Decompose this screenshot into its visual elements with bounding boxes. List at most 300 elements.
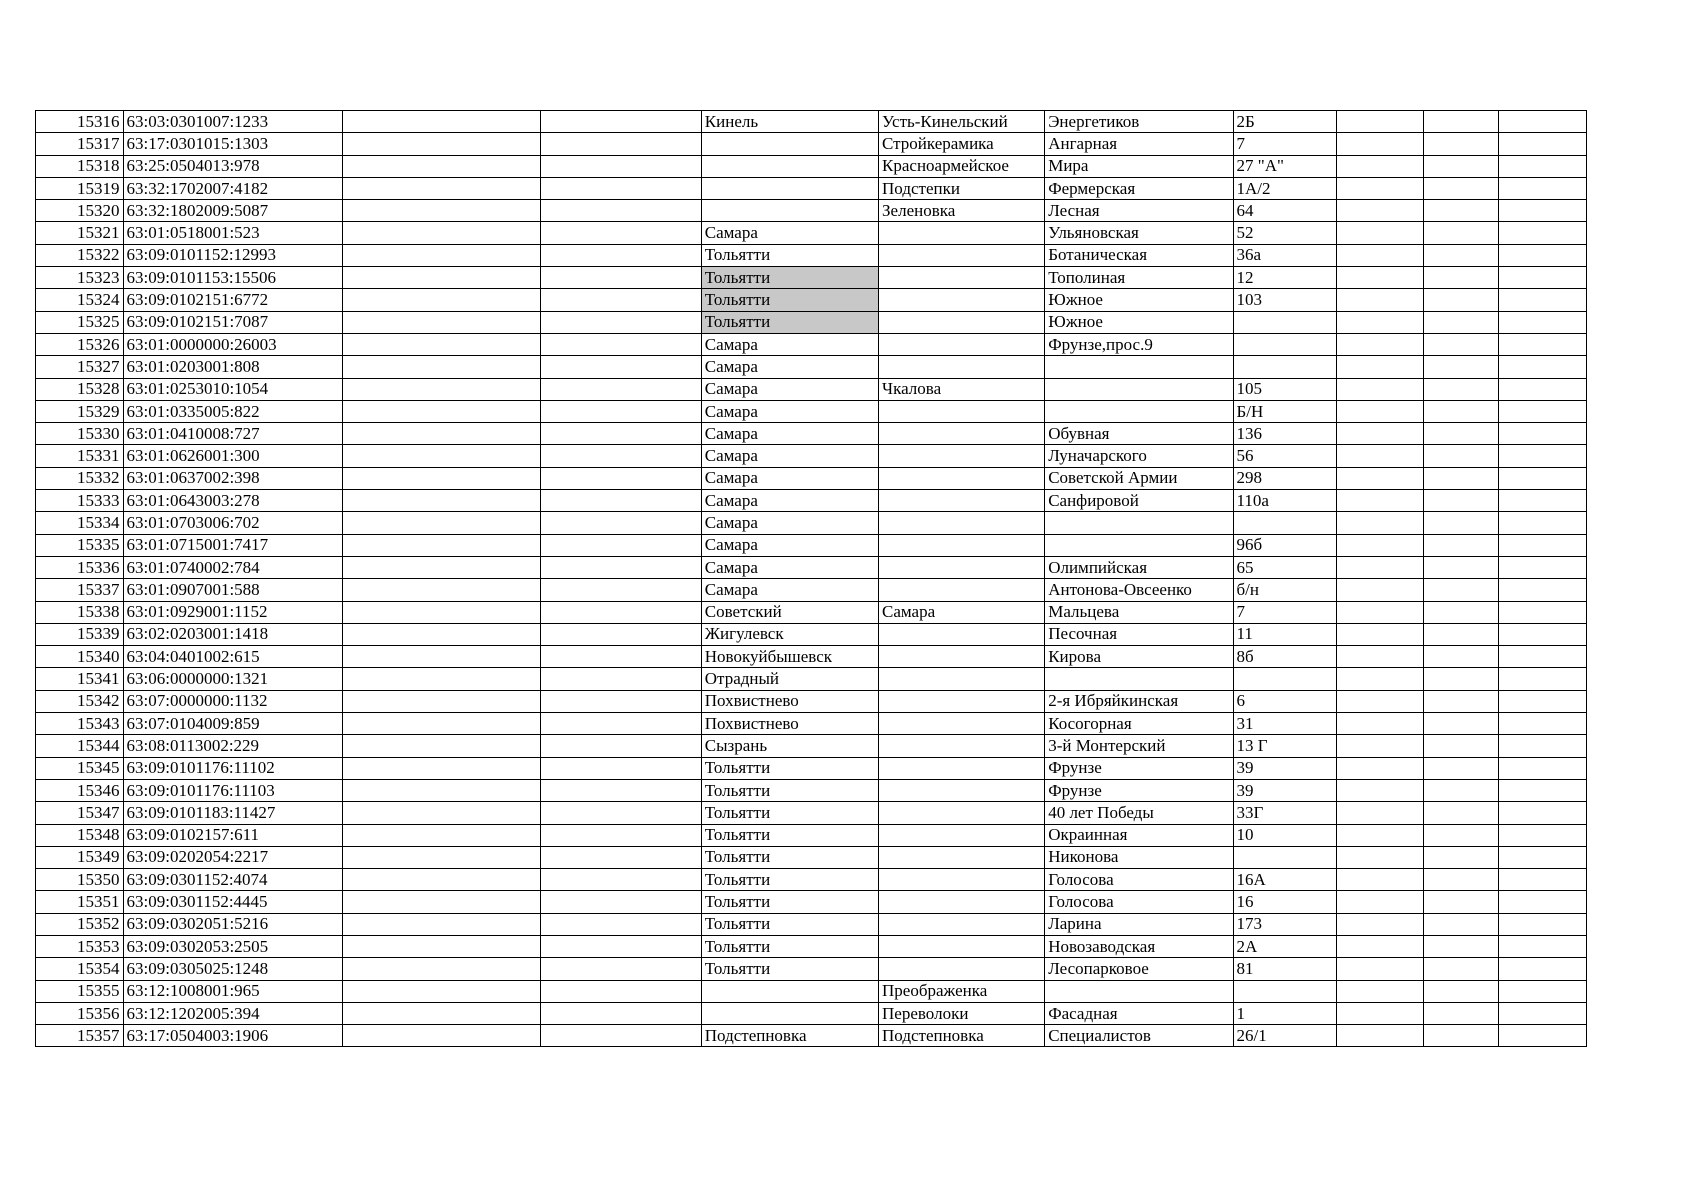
cell-city [701, 155, 878, 177]
cell-city: Самара [701, 333, 878, 355]
cell-row-number: 15351 [36, 891, 124, 913]
cell-col-11 [1499, 869, 1587, 891]
cell-col-3 [342, 1025, 540, 1047]
cell-col-11 [1499, 958, 1587, 980]
cell-settlement [879, 869, 1045, 891]
cell-cadastral-number: 63:04:0401002:615 [123, 646, 342, 668]
cell-city: Кинель [701, 111, 878, 133]
cell-street: 40 лет Победы [1045, 802, 1233, 824]
cell-col-4 [541, 177, 702, 199]
cell-row-number: 15345 [36, 757, 124, 779]
cell-col-11 [1499, 779, 1587, 801]
cell-col-9 [1336, 623, 1424, 645]
cell-row-number: 15323 [36, 267, 124, 289]
cell-city: Советский [701, 601, 878, 623]
cell-house: 26/1 [1233, 1025, 1336, 1047]
cell-city: Сызрань [701, 735, 878, 757]
cell-col-9 [1336, 333, 1424, 355]
cell-cadastral-number: 63:09:0102151:7087 [123, 311, 342, 333]
cell-row-number: 15331 [36, 445, 124, 467]
cell-col-4 [541, 356, 702, 378]
cell-street: Луначарского [1045, 445, 1233, 467]
cell-city: Тольятти [701, 869, 878, 891]
table-row [36, 757, 1587, 779]
cell-col-3 [342, 802, 540, 824]
cell-house: Б/Н [1233, 400, 1336, 422]
cell-col-4 [541, 646, 702, 668]
cell-house: 10 [1233, 824, 1336, 846]
cell-col-10 [1424, 690, 1499, 712]
cell-col-10 [1424, 445, 1499, 467]
table-row [36, 869, 1587, 891]
cell-col-3 [342, 646, 540, 668]
cell-col-9 [1336, 646, 1424, 668]
cell-city: Тольятти [701, 311, 878, 333]
cell-col-9 [1336, 534, 1424, 556]
cell-row-number: 15357 [36, 1025, 124, 1047]
cell-cadastral-number: 63:01:0703006:702 [123, 512, 342, 534]
cell-col-11 [1499, 802, 1587, 824]
cell-col-11 [1499, 623, 1587, 645]
cell-settlement: Преображенка [879, 980, 1045, 1002]
cell-settlement [879, 222, 1045, 244]
cell-col-9 [1336, 601, 1424, 623]
cell-house: 103 [1233, 289, 1336, 311]
cell-cadastral-number: 63:09:0301152:4074 [123, 869, 342, 891]
cell-settlement [879, 579, 1045, 601]
cell-col-3 [342, 623, 540, 645]
cell-col-10 [1424, 534, 1499, 556]
table-row [36, 579, 1587, 601]
cell-col-4 [541, 512, 702, 534]
cell-col-9 [1336, 155, 1424, 177]
cell-col-10 [1424, 244, 1499, 266]
cell-col-10 [1424, 869, 1499, 891]
cell-col-11 [1499, 534, 1587, 556]
cell-street: Специалистов [1045, 1025, 1233, 1047]
cell-col-9 [1336, 802, 1424, 824]
cell-col-3 [342, 980, 540, 1002]
cell-row-number: 15339 [36, 623, 124, 645]
cell-house: 13 Г [1233, 735, 1336, 757]
cell-col-11 [1499, 155, 1587, 177]
cell-col-9 [1336, 891, 1424, 913]
cell-col-4 [541, 111, 702, 133]
cell-settlement [879, 333, 1045, 355]
cell-row-number: 15350 [36, 869, 124, 891]
table-row [36, 958, 1587, 980]
cell-settlement: Красноармейское [879, 155, 1045, 177]
cell-col-10 [1424, 222, 1499, 244]
cell-col-10 [1424, 556, 1499, 578]
table-row [36, 333, 1587, 355]
cell-cadastral-number: 63:17:0504003:1906 [123, 1025, 342, 1047]
cell-row-number: 15317 [36, 133, 124, 155]
cell-col-11 [1499, 400, 1587, 422]
cell-col-10 [1424, 779, 1499, 801]
cell-house [1233, 356, 1336, 378]
cell-col-3 [342, 356, 540, 378]
cell-cadastral-number: 63:09:0101183:11427 [123, 802, 342, 824]
cell-col-10 [1424, 846, 1499, 868]
cell-col-9 [1336, 935, 1424, 957]
cell-city [701, 133, 878, 155]
cell-street: 2-я Ибряйкинская [1045, 690, 1233, 712]
cell-col-3 [342, 668, 540, 690]
cell-street [1045, 400, 1233, 422]
cell-col-11 [1499, 289, 1587, 311]
cell-house: 6 [1233, 690, 1336, 712]
cell-col-11 [1499, 980, 1587, 1002]
cell-settlement [879, 757, 1045, 779]
cell-col-11 [1499, 690, 1587, 712]
table-row [36, 913, 1587, 935]
cell-settlement [879, 467, 1045, 489]
cell-col-3 [342, 891, 540, 913]
cell-col-9 [1336, 713, 1424, 735]
cell-street: Окраинная [1045, 824, 1233, 846]
cell-col-3 [342, 935, 540, 957]
cell-settlement: Переволоки [879, 1002, 1045, 1024]
cell-row-number: 15321 [36, 222, 124, 244]
cell-col-3 [342, 155, 540, 177]
cell-cadastral-number: 63:01:0740002:784 [123, 556, 342, 578]
table-row [36, 735, 1587, 757]
cell-row-number: 15336 [36, 556, 124, 578]
table-row [36, 802, 1587, 824]
table-row [36, 779, 1587, 801]
cell-cadastral-number: 63:09:0305025:1248 [123, 958, 342, 980]
cell-col-11 [1499, 846, 1587, 868]
cell-street: Советской Армии [1045, 467, 1233, 489]
cell-col-4 [541, 735, 702, 757]
cell-col-4 [541, 668, 702, 690]
cell-cadastral-number: 63:08:0113002:229 [123, 735, 342, 757]
cell-col-9 [1336, 177, 1424, 199]
cell-col-11 [1499, 311, 1587, 333]
cell-col-4 [541, 779, 702, 801]
cell-col-9 [1336, 423, 1424, 445]
cell-col-9 [1336, 579, 1424, 601]
cell-col-10 [1424, 668, 1499, 690]
cell-settlement [879, 311, 1045, 333]
cell-col-9 [1336, 846, 1424, 868]
cell-col-10 [1424, 378, 1499, 400]
cell-col-10 [1424, 757, 1499, 779]
cell-col-9 [1336, 958, 1424, 980]
cell-settlement [879, 445, 1045, 467]
cell-col-11 [1499, 200, 1587, 222]
cell-cadastral-number: 63:01:0929001:1152 [123, 601, 342, 623]
cell-row-number: 15319 [36, 177, 124, 199]
cell-house: 39 [1233, 757, 1336, 779]
cell-col-11 [1499, 646, 1587, 668]
cell-col-10 [1424, 980, 1499, 1002]
cell-col-10 [1424, 891, 1499, 913]
cell-col-11 [1499, 467, 1587, 489]
table-row [36, 133, 1587, 155]
cell-settlement: Усть-Кинельский [879, 111, 1045, 133]
cell-col-3 [342, 757, 540, 779]
cell-col-10 [1424, 623, 1499, 645]
cell-col-10 [1424, 490, 1499, 512]
cell-col-10 [1424, 913, 1499, 935]
cell-street: Фрунзе,прос.9 [1045, 333, 1233, 355]
cell-col-9 [1336, 690, 1424, 712]
cell-city: Тольятти [701, 824, 878, 846]
table-row [36, 111, 1587, 133]
cell-col-4 [541, 133, 702, 155]
cell-street: Лесная [1045, 200, 1233, 222]
cell-col-11 [1499, 824, 1587, 846]
cell-row-number: 15332 [36, 467, 124, 489]
cell-col-11 [1499, 1025, 1587, 1047]
cell-col-3 [342, 111, 540, 133]
cell-col-10 [1424, 267, 1499, 289]
cell-settlement [879, 935, 1045, 957]
cell-city: Самара [701, 467, 878, 489]
cell-col-3 [342, 133, 540, 155]
cell-house: 64 [1233, 200, 1336, 222]
cell-col-3 [342, 200, 540, 222]
cell-col-9 [1336, 400, 1424, 422]
cell-col-10 [1424, 935, 1499, 957]
cell-col-10 [1424, 1025, 1499, 1047]
cell-cadastral-number: 63:01:0637002:398 [123, 467, 342, 489]
cell-col-3 [342, 1002, 540, 1024]
cell-col-4 [541, 1002, 702, 1024]
table-row [36, 534, 1587, 556]
cell-col-9 [1336, 378, 1424, 400]
cell-settlement [879, 735, 1045, 757]
cell-cadastral-number: 63:01:0626001:300 [123, 445, 342, 467]
cell-row-number: 15316 [36, 111, 124, 133]
cell-col-9 [1336, 289, 1424, 311]
cell-street: Ангарная [1045, 133, 1233, 155]
table-row [36, 690, 1587, 712]
cell-street: Ларина [1045, 913, 1233, 935]
cell-settlement: Стройкерамика [879, 133, 1045, 155]
cell-row-number: 15353 [36, 935, 124, 957]
cell-col-11 [1499, 356, 1587, 378]
cell-col-10 [1424, 601, 1499, 623]
cell-street: Южное [1045, 311, 1233, 333]
cell-col-10 [1424, 111, 1499, 133]
cell-settlement: Самара [879, 601, 1045, 623]
cell-street: Фрунзе [1045, 757, 1233, 779]
cell-col-3 [342, 690, 540, 712]
cell-house [1233, 512, 1336, 534]
cell-col-9 [1336, 869, 1424, 891]
cell-col-3 [342, 267, 540, 289]
cell-col-9 [1336, 267, 1424, 289]
cell-col-3 [342, 913, 540, 935]
cell-col-4 [541, 556, 702, 578]
cell-street: Мира [1045, 155, 1233, 177]
cell-row-number: 15335 [36, 534, 124, 556]
cell-city: Отрадный [701, 668, 878, 690]
cell-cadastral-number: 63:25:0504013:978 [123, 155, 342, 177]
cell-street: Антонова-Овсеенко [1045, 579, 1233, 601]
cell-house: 1 [1233, 1002, 1336, 1024]
cell-street: Олимпийская [1045, 556, 1233, 578]
cell-col-4 [541, 913, 702, 935]
cell-col-11 [1499, 133, 1587, 155]
table-row [36, 980, 1587, 1002]
cell-city [701, 177, 878, 199]
cell-col-3 [342, 289, 540, 311]
cell-col-3 [342, 490, 540, 512]
cell-col-9 [1336, 200, 1424, 222]
cell-col-9 [1336, 735, 1424, 757]
cell-col-4 [541, 222, 702, 244]
cell-city: Тольятти [701, 267, 878, 289]
cell-settlement [879, 668, 1045, 690]
cell-col-11 [1499, 244, 1587, 266]
table-row [36, 623, 1587, 645]
cell-settlement [879, 713, 1045, 735]
cell-settlement [879, 958, 1045, 980]
cell-street: Голосова [1045, 891, 1233, 913]
cell-settlement: Подстепки [879, 177, 1045, 199]
cell-street: Мальцева [1045, 601, 1233, 623]
cell-settlement [879, 779, 1045, 801]
cell-cadastral-number: 63:01:0518001:523 [123, 222, 342, 244]
cell-city: Самара [701, 356, 878, 378]
cell-col-10 [1424, 512, 1499, 534]
cell-city: Похвистнево [701, 713, 878, 735]
cell-row-number: 15326 [36, 333, 124, 355]
cell-col-4 [541, 311, 702, 333]
cell-cadastral-number: 63:01:0907001:588 [123, 579, 342, 601]
table-row [36, 378, 1587, 400]
cell-settlement [879, 846, 1045, 868]
cell-street: Песочная [1045, 623, 1233, 645]
table-row [36, 668, 1587, 690]
cell-cadastral-number: 63:09:0302051:5216 [123, 913, 342, 935]
table-row [36, 289, 1587, 311]
cell-row-number: 15338 [36, 601, 124, 623]
cell-col-3 [342, 311, 540, 333]
cell-row-number: 15356 [36, 1002, 124, 1024]
cell-col-11 [1499, 423, 1587, 445]
cell-col-10 [1424, 713, 1499, 735]
cell-house: 65 [1233, 556, 1336, 578]
cell-house: 136 [1233, 423, 1336, 445]
cell-house: 298 [1233, 467, 1336, 489]
cell-col-4 [541, 1025, 702, 1047]
table-row [36, 891, 1587, 913]
cell-settlement [879, 244, 1045, 266]
cell-row-number: 15324 [36, 289, 124, 311]
table-row [36, 155, 1587, 177]
cell-cadastral-number: 63:01:0203001:808 [123, 356, 342, 378]
cell-col-4 [541, 623, 702, 645]
cell-house: 2Б [1233, 111, 1336, 133]
cell-cadastral-number: 63:12:1008001:965 [123, 980, 342, 1002]
cell-settlement [879, 267, 1045, 289]
cell-col-10 [1424, 356, 1499, 378]
cell-col-9 [1336, 111, 1424, 133]
cell-col-9 [1336, 1002, 1424, 1024]
cell-col-3 [342, 869, 540, 891]
cell-col-11 [1499, 735, 1587, 757]
cell-house: 2А [1233, 935, 1336, 957]
cell-settlement [879, 400, 1045, 422]
data-table [35, 110, 1587, 1047]
cell-col-4 [541, 423, 702, 445]
table-row [36, 356, 1587, 378]
cell-col-10 [1424, 735, 1499, 757]
cell-house: 33Г [1233, 802, 1336, 824]
cell-city: Самара [701, 400, 878, 422]
cell-col-4 [541, 980, 702, 1002]
cell-row-number: 15342 [36, 690, 124, 712]
cell-col-9 [1336, 467, 1424, 489]
cell-settlement [879, 534, 1045, 556]
table-row [36, 445, 1587, 467]
cell-house: 7 [1233, 601, 1336, 623]
cell-settlement: Чкалова [879, 378, 1045, 400]
cell-street [1045, 534, 1233, 556]
cell-settlement [879, 824, 1045, 846]
cell-row-number: 15329 [36, 400, 124, 422]
table-row [36, 467, 1587, 489]
cell-col-3 [342, 467, 540, 489]
cell-col-3 [342, 333, 540, 355]
cell-row-number: 15333 [36, 490, 124, 512]
cell-col-11 [1499, 177, 1587, 199]
cell-street: Обувная [1045, 423, 1233, 445]
cell-col-3 [342, 779, 540, 801]
cell-cadastral-number: 63:09:0102157:611 [123, 824, 342, 846]
cell-street: 3-й Монтерский [1045, 735, 1233, 757]
cell-col-9 [1336, 779, 1424, 801]
cell-col-10 [1424, 423, 1499, 445]
cell-street: Энергетиков [1045, 111, 1233, 133]
cell-col-3 [342, 177, 540, 199]
table-row [36, 177, 1587, 199]
cell-city: Самара [701, 445, 878, 467]
cell-cadastral-number: 63:01:0000000:26003 [123, 333, 342, 355]
cell-col-11 [1499, 222, 1587, 244]
cell-row-number: 15325 [36, 311, 124, 333]
cell-col-4 [541, 267, 702, 289]
cell-col-9 [1336, 133, 1424, 155]
cell-col-11 [1499, 757, 1587, 779]
cell-cadastral-number: 63:09:0301152:4445 [123, 891, 342, 913]
cell-house: 39 [1233, 779, 1336, 801]
cell-col-10 [1424, 802, 1499, 824]
table-row [36, 423, 1587, 445]
cell-col-3 [342, 579, 540, 601]
cell-city: Самара [701, 534, 878, 556]
cell-col-9 [1336, 824, 1424, 846]
cell-row-number: 15352 [36, 913, 124, 935]
cell-city: Подстепновка [701, 1025, 878, 1047]
cell-col-4 [541, 467, 702, 489]
cell-col-4 [541, 244, 702, 266]
cell-settlement [879, 423, 1045, 445]
cell-house: 31 [1233, 713, 1336, 735]
cell-row-number: 15355 [36, 980, 124, 1002]
cell-col-10 [1424, 333, 1499, 355]
cell-street [1045, 512, 1233, 534]
cell-col-11 [1499, 1002, 1587, 1024]
cell-col-10 [1424, 824, 1499, 846]
cell-col-4 [541, 200, 702, 222]
table-body [36, 111, 1587, 1047]
